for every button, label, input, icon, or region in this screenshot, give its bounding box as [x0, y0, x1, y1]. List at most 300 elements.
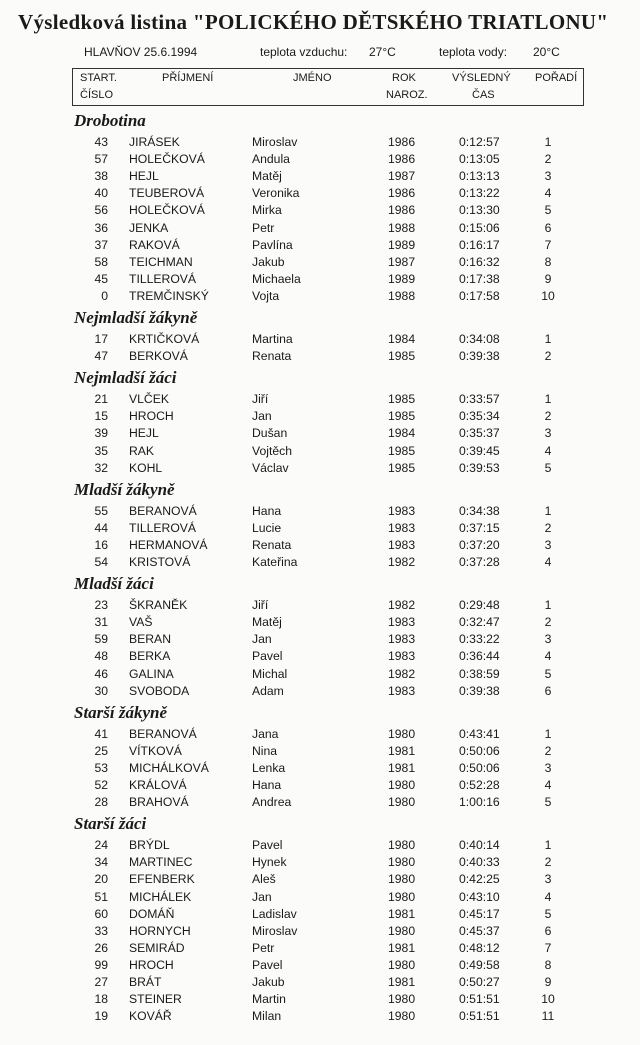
start-number: 39 — [94, 426, 108, 441]
surname: KRISTOVÁ — [129, 555, 191, 569]
rank: 10 — [541, 288, 555, 303]
rank: 8 — [544, 254, 552, 269]
first-name: Vojta — [252, 288, 280, 303]
birth-year: 1980 — [388, 1009, 416, 1024]
surname: ŠKRANĚK — [129, 598, 188, 613]
first-name: Dušan — [252, 426, 288, 441]
rank: 3 — [544, 537, 552, 552]
result-time: 0:52:28 — [459, 778, 500, 792]
first-name: Jan — [252, 632, 272, 647]
first-name: Andula — [252, 152, 290, 167]
rank: 1 — [544, 598, 552, 613]
rank: 4 — [544, 649, 552, 664]
result-time: 0:43:41 — [459, 726, 500, 741]
category-title: Nejmladší žáci — [74, 368, 177, 388]
rank: 4 — [544, 778, 552, 792]
start-number: 15 — [94, 409, 108, 424]
table-row — [0, 392, 640, 409]
surname: MICHÁLEK — [129, 889, 192, 904]
surname: SVOBODA — [129, 683, 190, 698]
birth-year: 1982 — [388, 555, 416, 569]
birth-year: 1980 — [388, 855, 416, 870]
start-number: 57 — [94, 152, 108, 167]
rank: 6 — [544, 923, 552, 938]
result-time: 0:35:34 — [459, 409, 500, 424]
result-time: 0:13:13 — [459, 169, 500, 184]
birth-year: 1985 — [388, 409, 416, 424]
place-date: HLAVŇOV 25.6.1994 — [84, 45, 198, 59]
birth-year: 1984 — [388, 426, 416, 441]
birth-year: 1983 — [388, 537, 416, 552]
birth-year: 1989 — [388, 237, 416, 252]
table-row — [0, 872, 640, 889]
table-row — [0, 555, 640, 572]
surname: KRÁLOVÁ — [129, 778, 187, 792]
first-name: Nina — [252, 743, 278, 758]
first-name: Ladislav — [252, 906, 297, 921]
surname: BRÁT — [129, 975, 162, 989]
result-time: 0:39:45 — [459, 443, 500, 458]
first-name: Matěj — [252, 169, 282, 184]
result-time: 0:34:38 — [459, 503, 500, 518]
birth-year: 1980 — [388, 872, 416, 887]
first-name: Jana — [252, 726, 279, 741]
first-name: Jan — [252, 409, 272, 424]
header-result-2: ČAS — [472, 89, 495, 101]
rank: 2 — [544, 855, 552, 870]
rank: 6 — [544, 220, 552, 235]
table-row — [0, 744, 640, 761]
start-number: 0 — [101, 288, 108, 303]
header-start-number-2: ČÍSLO — [80, 89, 114, 101]
rank: 5 — [544, 795, 552, 810]
first-name: Václav — [252, 460, 289, 475]
rank: 1 — [544, 726, 552, 741]
rank: 5 — [544, 906, 552, 921]
first-name: Pavel — [252, 957, 283, 972]
table-row — [0, 855, 640, 872]
start-number: 18 — [94, 992, 108, 1007]
table-row — [0, 203, 640, 220]
rank: 4 — [544, 186, 552, 201]
header-surname: PŘÍJMENÍ — [162, 72, 214, 84]
first-name: Mirka — [252, 203, 282, 218]
header-birth-year: ROK — [392, 72, 416, 84]
result-time: 0:49:58 — [459, 957, 500, 972]
rank: 1 — [544, 135, 552, 149]
result-time: 1:00:16 — [459, 795, 500, 810]
first-name: Martina — [252, 332, 293, 346]
header-rank: POŘADÍ — [535, 72, 578, 84]
birth-year: 1981 — [388, 760, 416, 775]
start-number: 53 — [94, 760, 108, 775]
birth-year: 1982 — [388, 598, 416, 613]
start-number: 30 — [94, 683, 108, 698]
birth-year: 1980 — [388, 726, 416, 741]
birth-year: 1986 — [388, 135, 416, 149]
result-time: 0:40:14 — [459, 838, 500, 853]
table-row — [0, 238, 640, 255]
surname: BERANOVÁ — [129, 726, 197, 741]
result-time: 0:16:17 — [459, 237, 500, 252]
surname: TEUBEROVÁ — [129, 186, 205, 201]
table-row — [0, 684, 640, 701]
rank: 9 — [544, 975, 552, 989]
result-time: 0:35:37 — [459, 426, 500, 441]
surname: BERKA — [129, 649, 171, 664]
result-time: 0:13:30 — [459, 203, 500, 218]
table-row — [0, 761, 640, 778]
header-result: VÝSLEDNÝ — [452, 72, 511, 84]
start-number: 58 — [94, 254, 108, 269]
start-number: 36 — [94, 220, 108, 235]
rank: 7 — [544, 237, 552, 252]
rank: 2 — [544, 409, 552, 424]
result-time: 0:37:20 — [459, 537, 500, 552]
result-time: 0:42:25 — [459, 872, 500, 887]
first-name: Jan — [252, 889, 272, 904]
document-title: Výsledková listina "POLICKÉHO DĚTSKÉHO TRIATLONU" — [18, 10, 609, 34]
birth-year: 1987 — [388, 169, 416, 184]
category-title: Mladší žákyně — [74, 479, 175, 499]
surname: TEICHMAN — [129, 254, 193, 269]
surname: HROCH — [129, 409, 174, 424]
first-name: Kateřina — [252, 555, 298, 569]
birth-year: 1980 — [388, 778, 416, 792]
birth-year: 1981 — [388, 743, 416, 758]
table-row — [0, 272, 640, 289]
table-row — [0, 649, 640, 666]
table-row — [0, 332, 640, 349]
rank: 9 — [544, 271, 552, 286]
result-time: 0:39:38 — [459, 683, 500, 698]
table-row — [0, 349, 640, 366]
table-row — [0, 727, 640, 744]
start-number: 25 — [94, 743, 108, 758]
result-time: 0:36:44 — [459, 649, 500, 664]
surname: BERKOVÁ — [129, 349, 188, 364]
table-row — [0, 941, 640, 958]
birth-year: 1980 — [388, 923, 416, 938]
first-name: Renata — [252, 537, 292, 552]
start-number: 45 — [94, 271, 108, 286]
first-name: Hynek — [252, 855, 287, 870]
category-title: Starší žáci — [74, 814, 147, 834]
surname: STEINER — [129, 992, 182, 1007]
birth-year: 1985 — [388, 392, 416, 407]
start-number: 60 — [94, 906, 108, 921]
birth-year: 1983 — [388, 649, 416, 664]
birth-year: 1980 — [388, 957, 416, 972]
start-number: 46 — [94, 666, 108, 681]
result-time: 0:48:12 — [459, 940, 500, 955]
surname: TREMČINSKÝ — [129, 288, 209, 303]
surname: VÍTKOVÁ — [129, 743, 182, 758]
first-name: Jakub — [252, 975, 285, 989]
first-name: Hana — [252, 778, 282, 792]
table-row — [0, 975, 640, 992]
surname: KRTIČKOVÁ — [129, 332, 200, 346]
birth-year: 1980 — [388, 838, 416, 853]
start-number: 35 — [94, 443, 108, 458]
birth-year: 1980 — [388, 992, 416, 1007]
rank: 1 — [544, 392, 552, 407]
birth-year: 1986 — [388, 203, 416, 218]
result-time: 0:45:37 — [459, 923, 500, 938]
start-number: 48 — [94, 649, 108, 664]
start-number: 32 — [94, 460, 108, 475]
birth-year: 1985 — [388, 460, 416, 475]
first-name: Vojtěch — [252, 443, 292, 458]
table-row — [0, 992, 640, 1009]
air-temperature-label: teplota vzduchu: — [260, 45, 348, 59]
birth-year: 1986 — [388, 186, 416, 201]
result-time: 0:12:57 — [459, 135, 500, 149]
birth-year: 1983 — [388, 520, 416, 535]
rank: 4 — [544, 555, 552, 569]
table-row — [0, 504, 640, 521]
birth-year: 1981 — [388, 975, 416, 989]
surname: MICHÁLKOVÁ — [129, 760, 209, 775]
birth-year: 1989 — [388, 271, 416, 286]
first-name: Pavlína — [252, 237, 293, 252]
surname: SEMIRÁD — [129, 940, 185, 955]
surname: BRÝDL — [129, 838, 170, 853]
surname: RAKOVÁ — [129, 237, 180, 252]
table-row — [0, 169, 640, 186]
table-row — [0, 1009, 640, 1026]
surname: TILLEROVÁ — [129, 271, 197, 286]
surname: HROCH — [129, 957, 174, 972]
surname: EFENBERK — [129, 872, 195, 887]
first-name: Jiří — [252, 392, 269, 407]
result-time: 0:29:48 — [459, 598, 500, 613]
result-time: 0:33:22 — [459, 632, 500, 647]
air-temperature-value: 27°C — [369, 45, 396, 59]
result-time: 0:32:47 — [459, 615, 500, 630]
first-name: Andrea — [252, 795, 292, 810]
rank: 3 — [544, 760, 552, 775]
result-time: 0:39:38 — [459, 349, 500, 364]
result-time: 0:51:51 — [459, 992, 500, 1007]
first-name: Hana — [252, 503, 282, 518]
birth-year: 1982 — [388, 666, 416, 681]
table-row — [0, 838, 640, 855]
start-number: 47 — [94, 349, 108, 364]
rank: 2 — [544, 615, 552, 630]
result-time: 0:13:05 — [459, 152, 500, 167]
start-number: 52 — [94, 778, 108, 792]
surname: KOVÁŘ — [129, 1009, 172, 1024]
first-name: Lenka — [252, 760, 286, 775]
first-name: Jakub — [252, 254, 285, 269]
rank: 8 — [544, 957, 552, 972]
rank: 7 — [544, 940, 552, 955]
table-row — [0, 152, 640, 169]
start-number: 37 — [94, 237, 108, 252]
start-number: 40 — [94, 186, 108, 201]
result-time: 0:43:10 — [459, 889, 500, 904]
start-number: 17 — [94, 332, 108, 346]
result-time: 0:37:28 — [459, 555, 500, 569]
birth-year: 1981 — [388, 940, 416, 955]
result-time: 0:37:15 — [459, 520, 500, 535]
result-time: 0:16:32 — [459, 254, 500, 269]
first-name: Petr — [252, 940, 275, 955]
birth-year: 1983 — [388, 632, 416, 647]
table-row — [0, 426, 640, 443]
header-name: JMÉNO — [293, 72, 332, 84]
table-row — [0, 135, 640, 152]
start-number: 28 — [94, 795, 108, 810]
category-title: Mladší žáci — [74, 574, 154, 594]
surname: GALINA — [129, 666, 174, 681]
rank: 11 — [541, 1009, 555, 1024]
table-row — [0, 667, 640, 684]
start-number: 33 — [94, 923, 108, 938]
table-row — [0, 444, 640, 461]
rank: 2 — [544, 520, 552, 535]
rank: 2 — [544, 152, 552, 167]
result-time: 0:50:06 — [459, 760, 500, 775]
table-row — [0, 615, 640, 632]
birth-year: 1980 — [388, 889, 416, 904]
rank: 5 — [544, 460, 552, 475]
first-name: Renata — [252, 349, 292, 364]
birth-year: 1984 — [388, 332, 416, 346]
table-row — [0, 221, 640, 238]
table-row — [0, 186, 640, 203]
start-number: 26 — [94, 940, 108, 955]
table-row — [0, 795, 640, 812]
result-time: 0:33:57 — [459, 392, 500, 407]
first-name: Pavel — [252, 649, 283, 664]
birth-year: 1988 — [388, 220, 416, 235]
result-time: 0:38:59 — [459, 666, 500, 681]
surname: JENKA — [129, 220, 169, 235]
rank: 4 — [544, 443, 552, 458]
table-row — [0, 958, 640, 975]
result-time: 0:45:17 — [459, 906, 500, 921]
start-number: 21 — [94, 392, 108, 407]
table-row — [0, 778, 640, 795]
first-name: Jiří — [252, 598, 269, 613]
rank: 2 — [544, 349, 552, 364]
surname: HORNYCH — [129, 923, 191, 938]
start-number: 31 — [94, 615, 108, 630]
start-number: 27 — [94, 975, 108, 989]
rank: 1 — [544, 503, 552, 518]
surname: MARTINEC — [129, 855, 193, 870]
start-number: 51 — [94, 889, 108, 904]
rank: 1 — [544, 838, 552, 853]
surname: JIRÁSEK — [129, 135, 180, 149]
start-number: 23 — [94, 598, 108, 613]
rank: 5 — [544, 666, 552, 681]
surname: DOMÁŇ — [129, 906, 175, 921]
category-title: Starší žákyně — [74, 702, 168, 722]
birth-year: 1988 — [388, 288, 416, 303]
category-title: Drobotina — [74, 111, 146, 130]
rank: 1 — [544, 332, 552, 346]
header-birth-year-2: NAROZ. — [386, 89, 428, 101]
result-time: 0:39:53 — [459, 460, 500, 475]
birth-year: 1985 — [388, 349, 416, 364]
start-number: 41 — [94, 726, 108, 741]
surname: KOHL — [129, 460, 163, 475]
surname: RAK — [129, 443, 155, 458]
birth-year: 1983 — [388, 615, 416, 630]
first-name: Milan — [252, 1009, 282, 1024]
birth-year: 1985 — [388, 443, 416, 458]
first-name: Aleš — [252, 872, 276, 887]
surname: VAŠ — [129, 615, 153, 630]
result-time: 0:34:08 — [459, 332, 500, 346]
first-name: Michaela — [252, 271, 301, 286]
category-title: Nejmladší žákyně — [74, 308, 198, 327]
result-time: 0:40:33 — [459, 855, 500, 870]
first-name: Petr — [252, 220, 275, 235]
surname: HERMANOVÁ — [129, 537, 208, 552]
result-time: 0:51:51 — [459, 1009, 500, 1024]
rank: 3 — [544, 632, 552, 647]
rank: 2 — [544, 743, 552, 758]
birth-year: 1983 — [388, 503, 416, 518]
surname: VLČEK — [129, 392, 169, 407]
birth-year: 1983 — [388, 683, 416, 698]
water-temperature-label: teplota vody: — [439, 45, 508, 59]
table-row — [0, 461, 640, 478]
start-number: 56 — [94, 203, 108, 218]
rank: 5 — [544, 203, 552, 218]
water-temperature-value: 20°C — [533, 45, 560, 59]
start-number: 43 — [94, 135, 108, 149]
start-number: 99 — [94, 957, 108, 972]
result-time: 0:50:06 — [459, 743, 500, 758]
start-number: 59 — [94, 632, 108, 647]
birth-year: 1980 — [388, 795, 416, 810]
header-start-number: START. — [80, 72, 117, 84]
start-number: 16 — [94, 537, 108, 552]
surname: HEJL — [129, 169, 159, 184]
first-name: Matěj — [252, 615, 282, 630]
rank: 3 — [544, 426, 552, 441]
start-number: 44 — [94, 520, 108, 535]
result-time: 0:50:27 — [459, 975, 500, 989]
start-number: 34 — [94, 855, 108, 870]
start-number: 38 — [94, 169, 108, 184]
rank: 3 — [544, 169, 552, 184]
surname: BERANOVÁ — [129, 503, 197, 518]
rank: 10 — [541, 992, 555, 1007]
start-number: 20 — [94, 872, 108, 887]
start-number: 19 — [94, 1009, 108, 1024]
result-time: 0:17:38 — [459, 271, 500, 286]
first-name: Michal — [252, 666, 288, 681]
table-row — [0, 521, 640, 538]
rank: 3 — [544, 872, 552, 887]
rank: 4 — [544, 889, 552, 904]
surname: HEJL — [129, 426, 159, 441]
first-name: Martin — [252, 992, 286, 1007]
first-name: Adam — [252, 683, 284, 698]
surname: BERAN — [129, 632, 171, 647]
table-row — [0, 409, 640, 426]
table-row — [0, 598, 640, 615]
surname: HOLEČKOVÁ — [129, 152, 205, 167]
table-row — [0, 907, 640, 924]
surname: BRAHOVÁ — [129, 795, 189, 810]
